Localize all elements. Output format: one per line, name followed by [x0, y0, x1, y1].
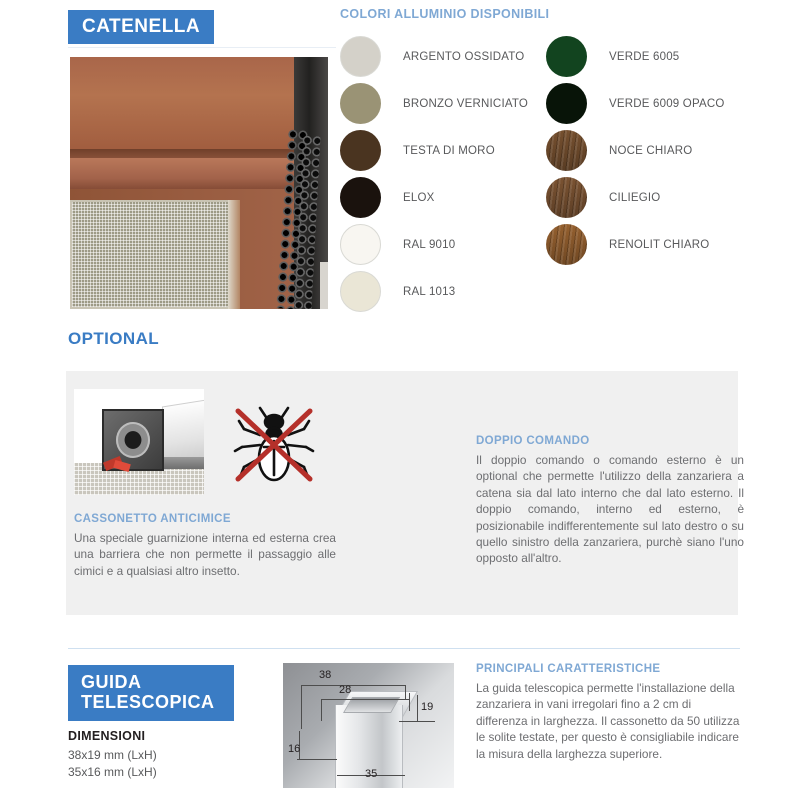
color-column-left	[340, 33, 546, 315]
color-label: TESTA DI MORO	[403, 144, 495, 157]
colors-title: COLORI ALLUMINIO DISPONIBILI	[340, 7, 550, 21]
dimensioni-title: DIMENSIONI	[68, 729, 146, 743]
cassonetto-anticimice-image	[74, 389, 204, 495]
doppio-comando-text-block	[476, 435, 744, 567]
color-swatch-columns	[340, 33, 760, 315]
dim-38: 38	[319, 669, 332, 681]
color-label: ELOX	[403, 191, 435, 204]
color-row	[546, 80, 752, 127]
color-row	[546, 174, 752, 221]
guida-badge-label	[68, 665, 234, 721]
guida-badge	[68, 665, 234, 721]
leader-19-bottom	[399, 721, 435, 722]
guida-divider	[68, 648, 740, 649]
color-label: VERDE 6005	[609, 50, 680, 63]
catenella-divider	[68, 47, 336, 48]
caratteristiche-text-block	[476, 663, 744, 762]
cassonetto-body: Una speciale guarnizione interna ed esterna crea una barriera che non permette il passaggio alle cimici e a qualsiasi altro insetto.	[74, 531, 336, 578]
catenella-product-photo	[70, 57, 328, 309]
leader-19-right	[417, 695, 418, 721]
color-column-right	[546, 33, 752, 315]
color-label: RENOLIT CHIARO	[609, 238, 710, 251]
color-swatch	[340, 271, 381, 312]
photo-insect-mesh	[70, 200, 238, 309]
leader-28	[321, 699, 409, 700]
photo-mesh-edge	[228, 200, 240, 309]
leader-28-right	[409, 693, 410, 711]
color-swatch	[546, 224, 587, 265]
color-label: RAL 9010	[403, 238, 456, 251]
doppio-comando-title: DOPPIO COMANDO	[476, 435, 590, 447]
color-row	[340, 127, 546, 174]
catenella-badge-label: CATENELLA	[68, 10, 214, 44]
catenella-badge	[68, 10, 214, 44]
color-swatch	[546, 36, 587, 77]
color-row	[546, 221, 752, 268]
dimensioni-line-1: 38x19 mm (LxH)	[68, 748, 157, 762]
leader-38-left	[301, 685, 302, 729]
color-swatch	[340, 130, 381, 171]
leader-38	[301, 685, 405, 686]
color-label: ARGENTO OSSIDATO	[403, 50, 525, 63]
cassonetto-text-block	[74, 513, 336, 579]
color-row	[340, 221, 546, 268]
no-bug-icon	[224, 401, 324, 487]
guida-technical-drawing	[283, 663, 454, 788]
color-swatch	[340, 224, 381, 265]
color-label: VERDE 6009 OPACO	[609, 97, 725, 110]
leader-38-right	[405, 685, 406, 699]
caratteristiche-body: La guida telescopica permette l'installazione della zanzariera in vani irregolari fino a 2 cm di differenza in larghezza. Il cassonetto da 50 utilizza le solite testate, per questo è consigliabile indicare la misura della larghezza superiore.	[476, 681, 740, 761]
color-swatch	[340, 177, 381, 218]
guida-badge-line2: TELESCOPICA	[81, 692, 215, 713]
dim-16: 16	[288, 743, 301, 755]
dimensioni-values	[68, 747, 157, 781]
color-swatch	[546, 130, 587, 171]
color-label: NOCE CHIARO	[609, 144, 693, 157]
doppio-comando-body: Il doppio comando o comando esterno è un optional che permette l'utilizzo della zanzariera a catena sia dal lato interno che dal lato esterno. Il doppio comando, interno ed esterno, è posizionabile indifferentemente sul lato destro o su quello sinistro della zanzariera, purchè siano l'uno opposto all'altro.	[476, 453, 744, 566]
color-row	[546, 127, 752, 174]
caratteristiche-title: PRINCIPALI CARATTERISTICHE	[476, 663, 661, 675]
color-label: RAL 1013	[403, 285, 456, 298]
color-row	[340, 33, 546, 80]
dimensioni-line-2: 35x16 mm (LxH)	[68, 765, 157, 779]
optional-panel	[66, 371, 744, 615]
color-swatch	[546, 83, 587, 124]
guida-badge-line1: GUIDA	[81, 672, 142, 692]
color-label: CILIEGIO	[609, 191, 661, 204]
dim-35: 35	[365, 768, 378, 780]
color-row	[340, 80, 546, 127]
leader-16-bottom	[297, 759, 337, 760]
optional-heading-wrap	[68, 329, 159, 349]
color-row	[340, 268, 546, 315]
color-swatch	[546, 177, 587, 218]
dim-28: 28	[339, 684, 352, 696]
cassonetto-title: CASSONETTO ANTICIMICE	[74, 513, 231, 525]
optional-heading: OPTIONAL	[68, 329, 160, 348]
dim-19: 19	[421, 701, 434, 713]
color-row	[546, 33, 752, 80]
color-swatch	[340, 83, 381, 124]
color-label: BRONZO VERNICIATO	[403, 97, 529, 110]
leader-28-left	[321, 699, 322, 721]
color-row	[340, 174, 546, 221]
cassonetto-roller	[116, 422, 150, 458]
photo-right-highlight	[320, 262, 328, 309]
color-swatch	[340, 36, 381, 77]
